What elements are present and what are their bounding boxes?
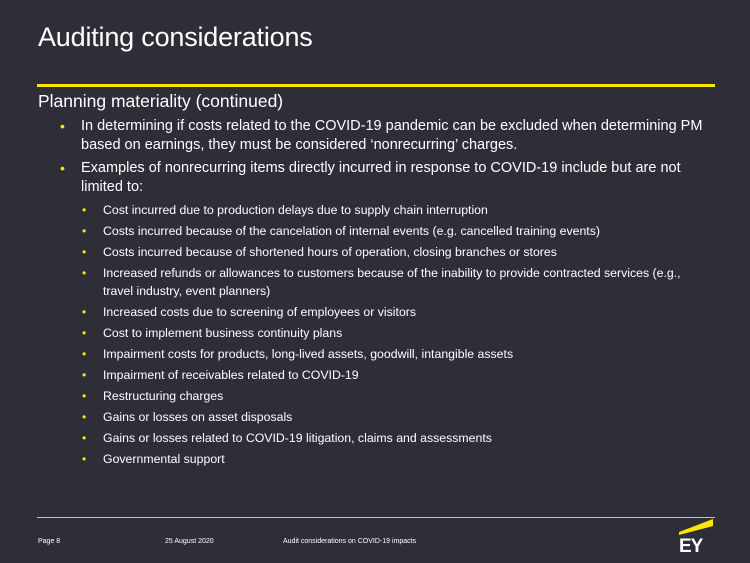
ey-logo-beam	[679, 519, 713, 535]
footer-divider	[37, 517, 715, 518]
sub-bullet-text: Gains or losses related to COVID-19 litigation, claims and assessments	[103, 431, 492, 445]
bullet-dot-icon: •	[82, 245, 87, 259]
sub-bullet-item	[81, 366, 703, 384]
sub-bullet-item	[81, 243, 703, 261]
bullet-text: In determining if costs related to the COVID-19 pandemic can be excluded when determining PM based on earnings, they must be considered ‘nonrecurring’ charges.	[81, 118, 703, 153]
sub-bullet-item	[81, 429, 703, 447]
sub-bullet-text: Impairment of receivables related to COVID-19	[103, 368, 359, 382]
sub-bullet-text: Cost incurred due to production delays due to supply chain interruption	[103, 203, 488, 217]
sub-bullet-item	[81, 222, 703, 240]
bullet-dot-icon: •	[82, 389, 87, 403]
bullet-dot-icon: •	[82, 347, 87, 361]
bullet-dot-icon: •	[82, 305, 87, 319]
footer-topic: Audit considerations on COVID-19 impacts	[283, 538, 417, 545]
ey-logo	[677, 518, 715, 554]
sub-bullet-text: Restructuring charges	[103, 389, 224, 403]
bullet-dot-icon: •	[82, 452, 87, 466]
bullet-dot-icon: •	[60, 118, 65, 134]
bullet-dot-icon: •	[82, 224, 87, 238]
sub-bullet-text: Impairment costs for products, long-lived assets, goodwill, intangible assets	[103, 347, 514, 361]
bullet-dot-icon: •	[82, 368, 87, 382]
sub-bullet-item	[81, 408, 703, 426]
sub-bullet-item	[81, 345, 703, 363]
footer-page-number: Page 8	[38, 538, 61, 545]
slide-subtitle: Planning materiality (continued)	[38, 91, 284, 111]
bullet-dot-icon: •	[82, 326, 87, 340]
bullet-text: Examples of nonrecurring items directly incurred in response to COVID-19 include but are not limited to:	[81, 160, 681, 195]
bullet-dot-icon: •	[82, 410, 87, 424]
ey-logo-icon	[677, 518, 715, 554]
sub-bullet-text: Increased refunds or allowances to customers because of the inability to provide contracted services (e.g., travel industry, event planners)	[103, 266, 681, 298]
sub-bullet-item	[81, 324, 703, 342]
sub-bullet-item	[81, 387, 703, 405]
bullet-dot-icon: •	[60, 160, 65, 176]
sub-bullet-item	[81, 303, 703, 321]
slide-title: Auditing considerations	[38, 22, 313, 52]
bullet-item	[38, 159, 718, 468]
sub-bullet-item	[81, 450, 703, 468]
bullet-item	[38, 117, 718, 155]
bullet-dot-icon: •	[82, 431, 87, 445]
sub-bullet-text: Governmental support	[103, 452, 225, 466]
sub-bullet-text: Increased costs due to screening of employees or visitors	[103, 305, 417, 319]
footer-date: 25 August 2020	[165, 538, 214, 545]
sub-bullet-text: Costs incurred because of the cancelation of internal events (e.g. cancelled training events)	[103, 224, 600, 238]
title-underline	[37, 84, 715, 87]
sub-bullet-text: Gains or losses on asset disposals	[103, 410, 293, 424]
sub-bullet-list	[81, 201, 718, 468]
ey-logo-text: EY	[679, 536, 703, 554]
sub-bullet-text: Costs incurred because of shortened hours of operation, closing branches or stores	[103, 245, 557, 259]
bullet-dot-icon: •	[82, 203, 87, 217]
sub-bullet-item	[81, 264, 703, 300]
sub-bullet-text: Cost to implement business continuity plans	[103, 326, 343, 340]
sub-bullet-item	[81, 201, 703, 219]
bullet-list	[38, 117, 718, 472]
bullet-dot-icon: •	[82, 266, 87, 280]
